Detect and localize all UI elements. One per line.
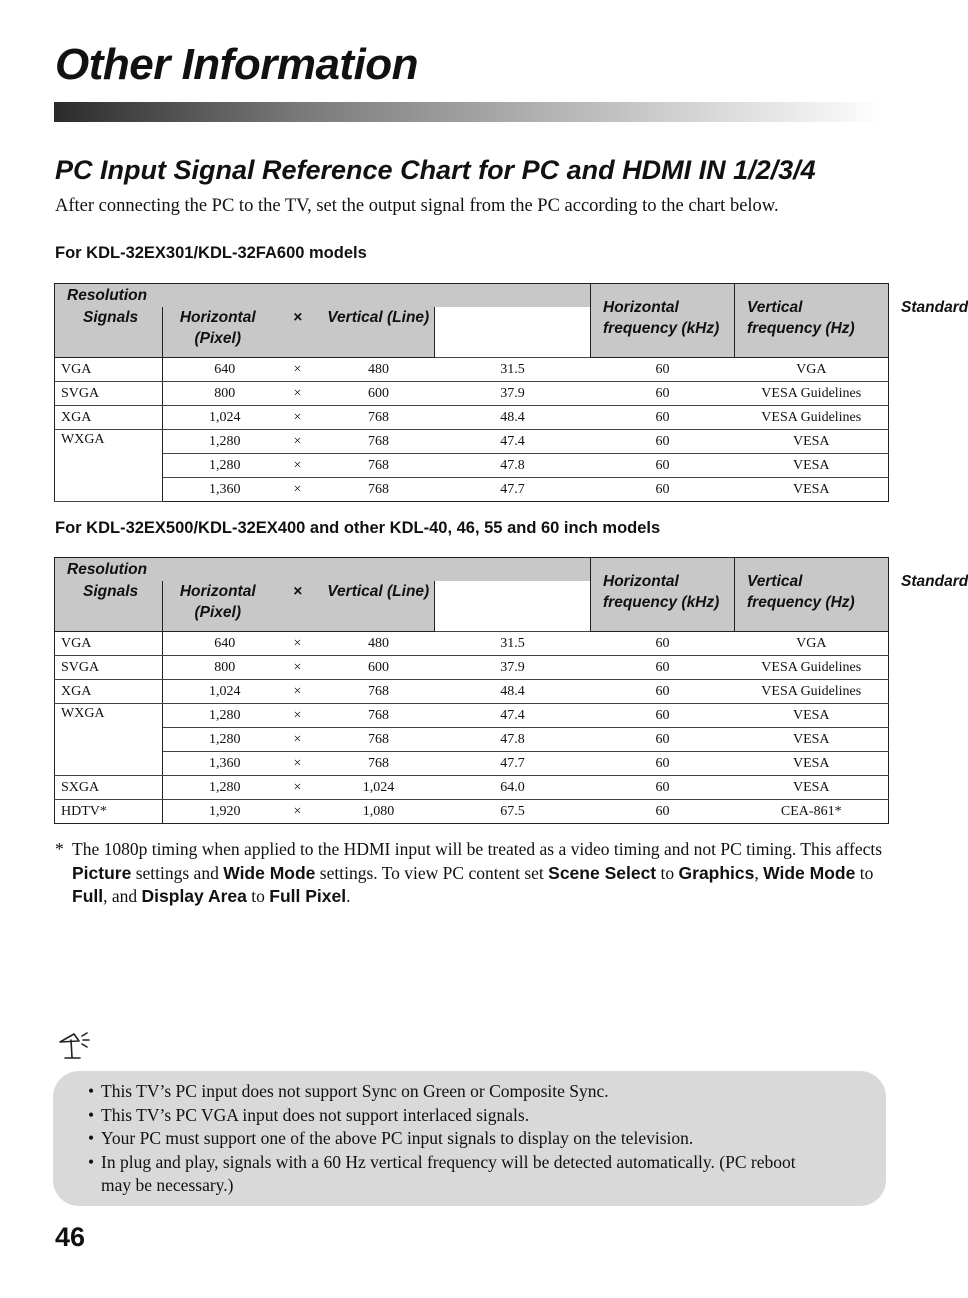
signal-cell: XGA [55, 406, 163, 430]
standard-cell: VGA [735, 358, 889, 382]
horizontal-pixel-cell: 1,024 [163, 406, 273, 430]
horizontal-pixel-cell: 1,360 [163, 478, 273, 502]
times-cell: × [273, 430, 323, 454]
times-cell: × [273, 358, 323, 382]
h-freq-cell: 47.7 [435, 752, 591, 776]
h-freq-header: Horizontal frequency (kHz) [591, 284, 735, 358]
h-freq-cell: 37.9 [435, 656, 591, 680]
footnote-part: , [754, 862, 764, 883]
v-freq-cell: 60 [591, 752, 735, 776]
vertical-line-cell: 480 [323, 632, 435, 656]
v-freq-cell: 60 [591, 430, 735, 454]
horizontal-pixel-header: Horizontal (Pixel) [163, 581, 273, 632]
standard-cell: VESA [735, 454, 889, 478]
vertical-line-cell: 768 [323, 728, 435, 752]
footnote-part: . [346, 886, 351, 906]
signal-table-1: Resolution Horizontal frequency (kHz) Vertical frequency (Hz) Standard Signals Horizontal (Pixel) × Vertical (Line) VGA 640 × 480 31.5 60 VGA SVGA 800 × 600 37.9 60 VESA Guidelines XGA 1,024 × 768 48.4 60 VESA Guidelines WXGA 1,280 × 768 47.4 60 VESA 1,280 × 768 47.8 60 VESA 1,360 × 768 47.7 60 VESA [54, 283, 889, 502]
footnote-part: settings. To view PC content set [315, 862, 549, 883]
horizontal-pixel-cell: 800 [163, 656, 273, 680]
standard-cell: VESA [735, 704, 889, 728]
times-cell: × [273, 632, 323, 656]
vertical-line-cell: 768 [323, 478, 435, 502]
h-freq-cell: 48.4 [435, 406, 591, 430]
footnote-term-full-pixel: Full Pixel [269, 886, 347, 906]
horizontal-pixel-cell: 1,360 [163, 752, 273, 776]
signal-cell: VGA [55, 632, 163, 656]
footnote-term-graphics: Graphics [678, 862, 755, 883]
vertical-line-cell: 768 [323, 680, 435, 704]
table-row [55, 680, 889, 704]
horizontal-pixel-header: Horizontal (Pixel) [163, 307, 273, 358]
signal-cell: SVGA [55, 382, 163, 406]
v-freq-cell: 60 [591, 656, 735, 680]
vertical-line-cell: 1,080 [323, 800, 435, 824]
lamp-icon [56, 1030, 96, 1062]
footnote-part: to [855, 862, 874, 883]
horizontal-pixel-cell: 1,280 [163, 704, 273, 728]
horizontal-pixel-cell: 1,280 [163, 454, 273, 478]
signal-cell: VGA [55, 358, 163, 382]
table-row [55, 704, 889, 728]
h-freq-cell: 31.5 [435, 358, 591, 382]
times-header: × [273, 581, 323, 632]
resolution-header: Resolution [55, 558, 591, 581]
signal-cell: SVGA [55, 656, 163, 680]
table-row [55, 430, 889, 454]
page-number: 46 [55, 1222, 86, 1252]
signals-header: Signals [55, 307, 163, 358]
times-cell: × [273, 406, 323, 430]
standard-cell: VESA [735, 478, 889, 502]
table-row [55, 776, 889, 800]
signal-cell: XGA [55, 680, 163, 704]
footnote-part: to [656, 862, 679, 883]
footnote-part: to [246, 886, 270, 906]
page-heading: Other Information [55, 40, 419, 89]
vertical-line-cell: 768 [323, 704, 435, 728]
table-row [55, 632, 889, 656]
section-title: PC Input Signal Reference Chart for PC and HDMI IN 1/2/3/4 [55, 155, 816, 185]
h-freq-cell: 47.4 [435, 430, 591, 454]
footnote-text [72, 838, 895, 909]
vertical-line-cell: 1,024 [323, 776, 435, 800]
h-freq-cell: 48.4 [435, 680, 591, 704]
table-row [55, 800, 889, 824]
horizontal-pixel-cell: 1,920 [163, 800, 273, 824]
vertical-line-header: Vertical (Line) [323, 307, 435, 358]
h-freq-cell: 64.0 [435, 776, 591, 800]
horizontal-pixel-cell: 1,024 [163, 680, 273, 704]
vertical-line-cell: 768 [323, 430, 435, 454]
signal-cell: HDTV* [55, 800, 163, 824]
table-row [55, 358, 889, 382]
vertical-line-cell: 768 [323, 752, 435, 776]
v-freq-cell: 60 [591, 728, 735, 752]
horizontal-pixel-cell: 800 [163, 382, 273, 406]
note-box [53, 1071, 886, 1206]
signals-header: Signals [55, 581, 163, 632]
times-cell: × [273, 656, 323, 680]
vertical-line-cell: 768 [323, 406, 435, 430]
standard-cell: CEA-861* [735, 800, 889, 824]
intro-text: After connecting the PC to the TV, set the output signal from the PC according to the chart below. [55, 196, 779, 216]
standard-cell: VESA Guidelines [735, 656, 889, 680]
times-cell: × [273, 478, 323, 502]
table-row [55, 406, 889, 430]
v-freq-cell: 60 [591, 632, 735, 656]
v-freq-cell: 60 [591, 454, 735, 478]
vertical-line-cell: 600 [323, 656, 435, 680]
table-row [55, 478, 889, 502]
footnote-part: , and [103, 886, 142, 906]
footnote-term-scene-select: Scene Select [548, 862, 657, 883]
signal-table-2: Resolution Horizontal frequency (kHz) Vertical frequency (Hz) Standard Signals Horizontal (Pixel) × Vertical (Line) VGA 640 × 480 31.5 60 VGA SVGA 800 × 600 37.9 60 VESA Guidelines XGA 1,024 × 768 48.4 60 VESA Guidelines WXGA 1,280 × 768 47.4 60 VESA 1,280 × 768 47.8 60 VESA 1,360 × 768 47.7 60 VESA SXGA 1,280 × 1,024 64.0 60 VESA HDTV* 1,920 × 1,080 67.5 60 CEA-861* [54, 557, 889, 824]
h-freq-cell: 47.8 [435, 728, 591, 752]
times-cell: × [273, 728, 323, 752]
vertical-line-cell: 480 [323, 358, 435, 382]
times-header: × [273, 307, 323, 358]
standard-cell: VESA Guidelines [735, 406, 889, 430]
times-cell: × [273, 704, 323, 728]
heading-gradient-bar [54, 102, 884, 122]
times-cell: × [273, 800, 323, 824]
h-freq-cell: 47.7 [435, 478, 591, 502]
v-freq-header: Vertical frequency (Hz) [735, 284, 889, 358]
horizontal-pixel-cell: 1,280 [163, 776, 273, 800]
footnote-part: settings and [131, 862, 224, 883]
table-row [55, 728, 889, 752]
list-item: • Your PC must support one of the above PC input signals to display on the television. [88, 1127, 828, 1151]
v-freq-cell: 60 [591, 680, 735, 704]
h-freq-cell: 47.4 [435, 704, 591, 728]
footnote-term-full: Full [72, 886, 104, 906]
footnote-term-picture: Picture [72, 862, 132, 883]
signal-cell: SXGA [55, 776, 163, 800]
v-freq-cell: 60 [591, 800, 735, 824]
v-freq-cell: 60 [591, 478, 735, 502]
v-freq-header: Vertical frequency (Hz) [735, 558, 889, 632]
standard-cell: VESA Guidelines [735, 680, 889, 704]
horizontal-pixel-cell: 640 [163, 358, 273, 382]
v-freq-cell: 60 [591, 358, 735, 382]
v-freq-cell: 60 [591, 704, 735, 728]
times-cell: × [273, 776, 323, 800]
list-item: • This TV’s PC input does not support Sync on Green or Composite Sync. [88, 1080, 828, 1104]
times-cell: × [273, 454, 323, 478]
standard-cell: VESA Guidelines [735, 382, 889, 406]
standard-cell: VGA [735, 632, 889, 656]
table-row [55, 656, 889, 680]
h-freq-cell: 37.9 [435, 382, 591, 406]
v-freq-cell: 60 [591, 382, 735, 406]
list-item: • In plug and play, signals with a 60 Hz vertical frequency will be detected automatically. (PC reboot may be necessary.) [88, 1151, 828, 1198]
times-cell: × [273, 382, 323, 406]
table-2-heading: For KDL-32EX500/KDL-32EX400 and other KDL-40, 46, 55 and 60 inch models [55, 519, 661, 537]
note-list [88, 1080, 828, 1198]
times-cell: × [273, 752, 323, 776]
footnote-term-wide-mode: Wide Mode [763, 862, 856, 883]
times-cell: × [273, 680, 323, 704]
table-1-heading: For KDL-32EX301/KDL-32FA600 models [55, 244, 367, 262]
vertical-line-cell: 600 [323, 382, 435, 406]
standard-cell: VESA [735, 728, 889, 752]
standard-cell: VESA [735, 752, 889, 776]
footnote-term-display-area: Display Area [141, 886, 247, 906]
vertical-line-header: Vertical (Line) [323, 581, 435, 632]
footnote-part: The 1080p timing when applied to the HDMI input will be treated as a video timing and not PC timing. This affects [72, 839, 883, 859]
horizontal-pixel-cell: 640 [163, 632, 273, 656]
h-freq-cell: 67.5 [435, 800, 591, 824]
table-row [55, 454, 889, 478]
footnote-term-wide-mode: Wide Mode [223, 862, 316, 883]
h-freq-cell: 31.5 [435, 632, 591, 656]
v-freq-cell: 60 [591, 776, 735, 800]
horizontal-pixel-cell: 1,280 [163, 728, 273, 752]
resolution-header: Resolution [55, 284, 591, 307]
footnote [55, 838, 895, 909]
table-row [55, 382, 889, 406]
standard-cell: VESA [735, 430, 889, 454]
footnote-marker: * [55, 839, 64, 859]
horizontal-pixel-cell: 1,280 [163, 430, 273, 454]
v-freq-cell: 60 [591, 406, 735, 430]
table-row [55, 752, 889, 776]
h-freq-cell: 47.8 [435, 454, 591, 478]
signal-cell: WXGA [55, 704, 163, 776]
list-item: • This TV’s PC VGA input does not support interlaced signals. [88, 1104, 828, 1128]
signal-cell: WXGA [55, 430, 163, 502]
vertical-line-cell: 768 [323, 454, 435, 478]
standard-cell: VESA [735, 776, 889, 800]
h-freq-header: Horizontal frequency (kHz) [591, 558, 735, 632]
